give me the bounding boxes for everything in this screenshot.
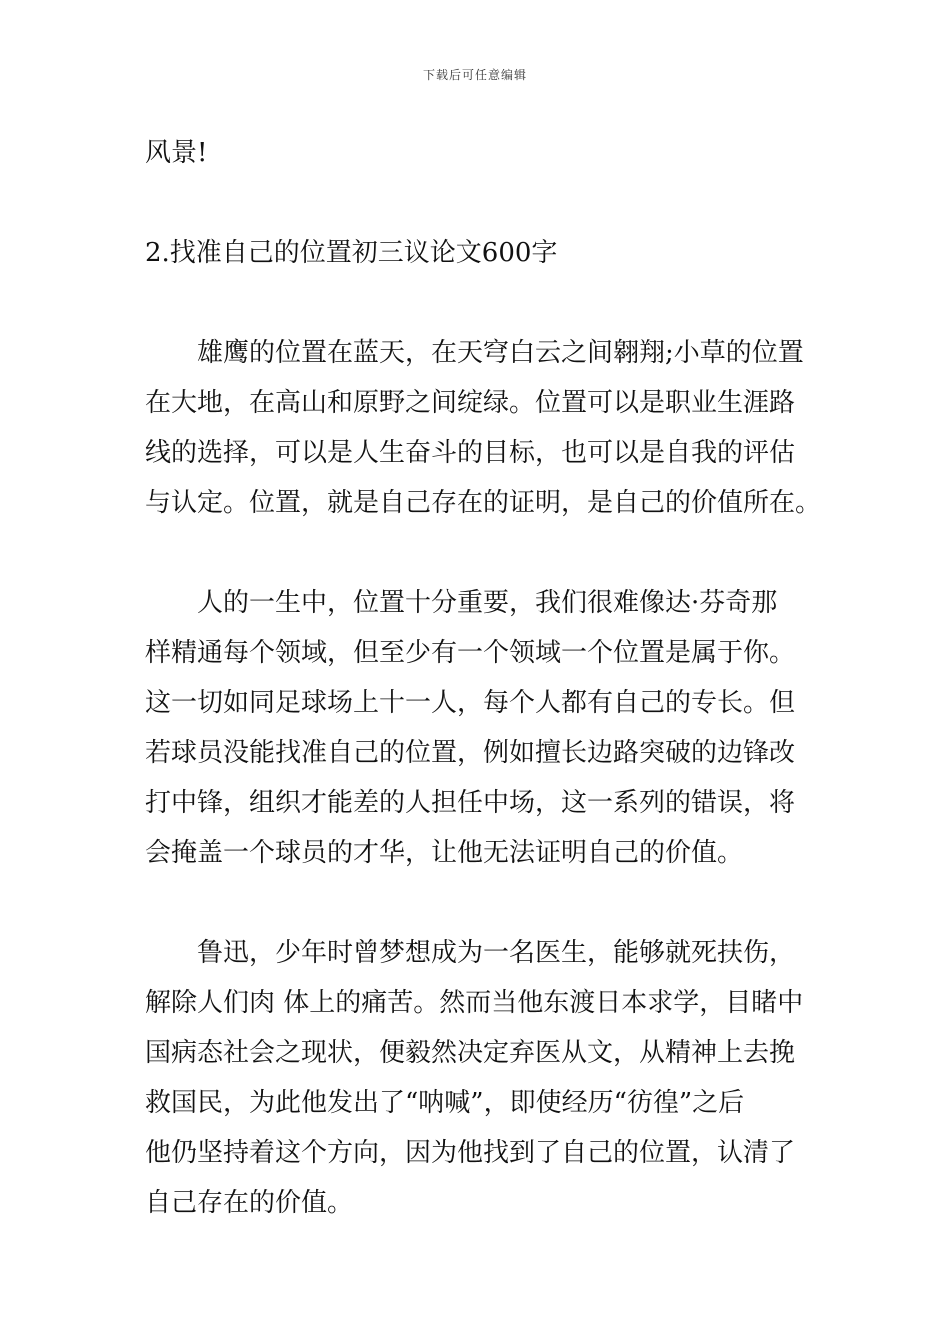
section-heading: 2.找准自己的位置初三议论文600字 xyxy=(145,238,558,268)
paragraph-line: 样精通每个领域，但至少有一个领域一个位置是属于你。 xyxy=(145,638,796,668)
page-header: 下载后可任意编辑 xyxy=(422,68,527,82)
paragraph-line: 与认定。位置，就是自己存在的证明，是自己的价值所在。 xyxy=(145,488,822,518)
paragraph-line: 自己存在的价值。 xyxy=(145,1188,354,1218)
paragraph-line: 线的选择，可以是人生奋斗的目标，也可以是自我的评估 xyxy=(145,438,796,468)
paragraph-line: 人的一生中，位置十分重要，我们很难像达·芬奇那 xyxy=(197,588,778,618)
paragraph-2 xyxy=(145,578,810,878)
spacer xyxy=(145,278,810,328)
paragraph-3 xyxy=(145,928,810,1228)
paragraph-line: 会掩盖一个球员的才华，让他无法证明自己的价值。 xyxy=(145,838,744,868)
spacer xyxy=(145,178,810,228)
document-body xyxy=(145,128,822,1228)
paragraph-1 xyxy=(145,328,822,528)
paragraph-line: 国病态社会之现状，便毅然决定弃医从文，从精神上去挽 xyxy=(145,1038,796,1068)
paragraph-line: 鲁迅，少年时曾梦想成为一名医生，能够就死扶伤， xyxy=(197,938,796,968)
fragment-line: 风景! xyxy=(145,138,208,168)
spacer xyxy=(145,528,810,578)
paragraph-line: 雄鹰的位置在蓝天，在天穹白云之间翱翔;小草的位置 xyxy=(197,338,804,368)
paragraph-line: 这一切如同足球场上十一人，每个人都有自己的专长。但 xyxy=(145,688,796,718)
paragraph-line: 救国民，为此他发出了“呐喊”，即使经历“彷徨”之后 xyxy=(145,1088,745,1118)
paragraph-line: 解除人们肉 体上的痛苦。然而当他东渡日本求学，目睹中 xyxy=(145,988,804,1018)
paragraph-line: 在大地，在高山和原野之间绽绿。位置可以是职业生涯路 xyxy=(145,388,796,418)
spacer xyxy=(145,878,810,928)
paragraph-line: 若球员没能找准自己的位置，例如擅长边路突破的边锋改 xyxy=(145,738,796,768)
paragraph-line: 打中锋，组织才能差的人担任中场，这一系列的错误，将 xyxy=(145,788,796,818)
paragraph-line: 他仍坚持着这个方向，因为他找到了自己的位置，认清了 xyxy=(145,1138,796,1168)
